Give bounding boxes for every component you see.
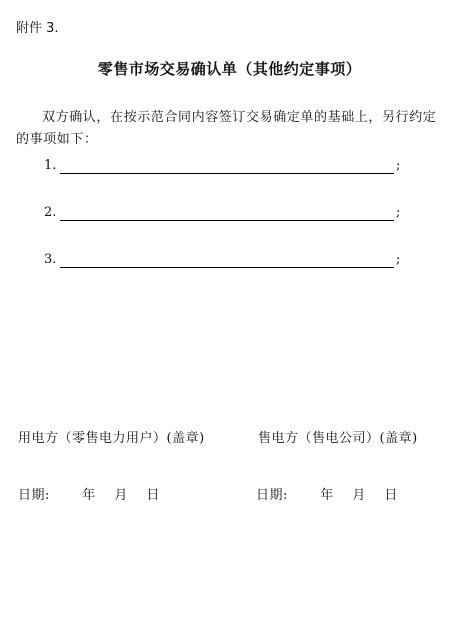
list-item[interactable] — [40, 158, 410, 178]
fill-line[interactable] — [60, 220, 394, 221]
item-terminator: ; — [396, 205, 401, 220]
item-terminator: ; — [396, 252, 401, 267]
document-title: 零售市场交易确认单（其他约定事项） — [97, 60, 362, 78]
item-terminator: ; — [396, 158, 401, 173]
item-number: 1. — [44, 158, 57, 173]
list-item[interactable] — [40, 252, 410, 272]
attachment-label: 附件 3. — [16, 21, 59, 36]
fill-line[interactable] — [60, 173, 394, 174]
seller-signature-label: 售电方（售电公司）(盖章) — [258, 431, 418, 446]
buyer-date: 日期: 年 月 日 — [18, 488, 160, 503]
intro-paragraph: 双方确认，在按示范合同内容签订交易确定单的基础上，另行约定的事项如下： — [16, 110, 437, 147]
list-item[interactable] — [40, 205, 410, 225]
seller-date: 日期: 年 月 日 — [256, 488, 398, 503]
item-number: 3. — [44, 252, 57, 267]
fill-line[interactable] — [60, 267, 394, 268]
item-number: 2. — [44, 205, 57, 220]
buyer-signature-label: 用电方（零售电力用户）(盖章) — [18, 431, 205, 446]
